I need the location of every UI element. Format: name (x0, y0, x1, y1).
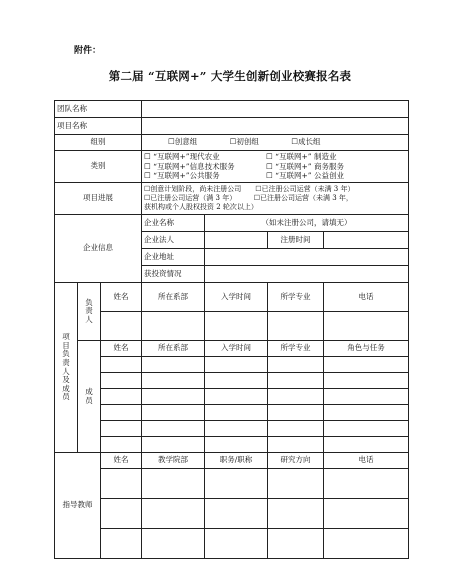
group-option-startup[interactable]: ☐初创组 (229, 137, 259, 147)
company-address-label: 企业地址 (142, 249, 205, 266)
member-role-cell[interactable] (324, 357, 409, 373)
member-role-cell[interactable] (324, 389, 409, 405)
member-enroll-cell[interactable] (205, 373, 268, 389)
member-header-major: 所学专业 (268, 341, 324, 357)
member-enroll-cell[interactable] (205, 421, 268, 437)
investment-label: 获投资情况 (142, 266, 205, 283)
member-major-cell[interactable] (268, 373, 324, 389)
category-option-agriculture[interactable]: ☐ “互联网+”现代农业 (144, 151, 220, 161)
leader-header-row (55, 283, 409, 312)
category-option-commerce[interactable]: ☐ “互联网+” 商务服务 (266, 161, 344, 171)
member-name-cell[interactable] (101, 405, 142, 421)
advisor-section-label: 指导教师 (55, 453, 101, 559)
member-name-cell[interactable] (101, 389, 142, 405)
member-data-row (55, 437, 409, 453)
advisor-title-cell[interactable] (205, 529, 268, 559)
investment-field[interactable] (205, 266, 409, 283)
member-name-cell[interactable] (101, 357, 142, 373)
advisor-data-row (55, 529, 409, 559)
leader-header-enroll: 入学时间 (205, 283, 268, 312)
members-section-label: 项目负责人及成员 (55, 283, 78, 453)
member-role-cell[interactable] (324, 405, 409, 421)
member-major-cell[interactable] (268, 405, 324, 421)
advisor-research-cell[interactable] (268, 469, 324, 499)
member-dept-cell[interactable] (142, 437, 205, 453)
advisor-header-title: 职务/职称 (205, 453, 268, 469)
member-header-enroll: 入学时间 (205, 341, 268, 357)
leader-name-cell[interactable] (101, 312, 142, 341)
leader-header-major: 所学专业 (268, 283, 324, 312)
advisor-phone-cell[interactable] (324, 499, 409, 529)
advisor-title-cell[interactable] (205, 469, 268, 499)
member-name-cell[interactable] (101, 421, 142, 437)
category-option-public-services[interactable]: ☐ “互联网+”公共服务 (144, 171, 220, 181)
progress-label: 项目进展 (55, 183, 142, 215)
leader-dept-cell[interactable] (142, 312, 205, 341)
leader-enroll-cell[interactable] (205, 312, 268, 341)
advisor-name-cell[interactable] (101, 499, 142, 529)
advisor-name-cell[interactable] (101, 529, 142, 559)
member-data-row (55, 421, 409, 437)
advisor-header-row (55, 453, 409, 469)
member-enroll-cell[interactable] (205, 405, 268, 421)
member-dept-cell[interactable] (142, 421, 205, 437)
advisor-title-cell[interactable] (205, 499, 268, 529)
advisor-data-row (55, 499, 409, 529)
project-name-field[interactable] (142, 118, 409, 135)
leader-phone-cell[interactable] (324, 312, 409, 341)
member-data-row (55, 405, 409, 421)
leader-label: 负责人 (78, 283, 101, 341)
group-label: 组别 (55, 135, 142, 151)
progress-line-1[interactable]: ☐创意计划阶段，尚未注册公司 ☐已注册公司运营（未满 3 年） (144, 184, 355, 193)
advisor-header-phone: 电话 (324, 453, 409, 469)
member-major-cell[interactable] (268, 357, 324, 373)
leader-major-cell[interactable] (268, 312, 324, 341)
member-name-cell[interactable] (101, 437, 142, 453)
advisor-college-cell[interactable] (142, 499, 205, 529)
member-name-cell[interactable] (101, 373, 142, 389)
member-dept-cell[interactable] (142, 373, 205, 389)
member-dept-cell[interactable] (142, 405, 205, 421)
company-info-label: 企业信息 (55, 215, 142, 283)
group-row (55, 135, 409, 151)
team-name-row (55, 101, 409, 118)
reg-time-label: 注册时间 (268, 232, 324, 249)
category-option-it-services[interactable]: ☐ “互联网+”信息技术服务 (144, 161, 235, 171)
member-enroll-cell[interactable] (205, 357, 268, 373)
company-name-note[interactable]: （如未注册公司，请填无） (205, 215, 409, 232)
member-role-cell[interactable] (324, 437, 409, 453)
leader-header-dept: 所在系部 (142, 283, 205, 312)
member-header-dept: 所在系部 (142, 341, 205, 357)
project-name-label: 项目名称 (55, 118, 142, 135)
member-data-row (55, 357, 409, 373)
category-option-public-welfare[interactable]: ☐ “互联网+” 公益创业 (266, 171, 344, 181)
advisor-name-cell[interactable] (101, 469, 142, 499)
member-header-row (55, 341, 409, 357)
progress-options (142, 183, 409, 215)
member-role-cell[interactable] (324, 373, 409, 389)
advisor-header-name: 姓名 (101, 453, 142, 469)
team-name-label: 团队名称 (55, 101, 142, 118)
advisor-college-cell[interactable] (142, 469, 205, 499)
company-address-field[interactable] (205, 249, 409, 266)
member-role-cell[interactable] (324, 421, 409, 437)
group-option-growth[interactable]: ☐成长组 (291, 137, 321, 147)
legal-person-field[interactable] (205, 232, 268, 249)
leader-header-name: 姓名 (101, 283, 142, 312)
form-title: 第二届 “互联网+” 大学生创新创业校赛报名表 (108, 69, 352, 83)
member-data-row (55, 389, 409, 405)
progress-row (55, 183, 409, 215)
member-dept-cell[interactable] (142, 357, 205, 373)
category-options (142, 151, 409, 183)
member-major-cell[interactable] (268, 389, 324, 405)
member-data-row (55, 373, 409, 389)
leader-header-phone: 电话 (324, 283, 409, 312)
advisor-data-row (55, 469, 409, 499)
member-major-cell[interactable] (268, 437, 324, 453)
category-option-manufacturing[interactable]: ☐ “互联网+” 制造业 (266, 151, 337, 161)
progress-line-3: 获机构或个人股权投资 2 轮次以上） (144, 203, 258, 212)
advisor-header-research: 研究方向 (268, 453, 324, 469)
category-row (55, 151, 409, 183)
member-header-name: 姓名 (101, 341, 142, 357)
attachment-label: 附件： (74, 46, 102, 56)
advisor-phone-cell[interactable] (324, 529, 409, 559)
advisor-college-cell[interactable] (142, 529, 205, 559)
registration-table (54, 100, 409, 559)
member-dept-cell[interactable] (142, 389, 205, 405)
advisor-research-cell[interactable] (268, 499, 324, 529)
leader-data-row (55, 312, 409, 341)
progress-line-2[interactable]: ☐已注册公司运营（满 3 年） ☐已注册公司运营（未满 3 年， (144, 193, 353, 202)
group-option-idea[interactable]: ☐创意组 (168, 137, 198, 147)
category-label: 类别 (55, 151, 142, 183)
member-label: 成员 (78, 341, 101, 453)
advisor-phone-cell[interactable] (324, 469, 409, 499)
company-name-label: 企业名称 (142, 215, 205, 232)
company-name-row (55, 215, 409, 232)
group-options (142, 135, 409, 151)
advisor-header-college: 教学院部 (142, 453, 205, 469)
reg-time-field[interactable] (324, 232, 409, 249)
member-enroll-cell[interactable] (205, 389, 268, 405)
project-name-row (55, 118, 409, 135)
member-header-role: 角色与任务 (324, 341, 409, 357)
team-name-field[interactable] (142, 101, 409, 118)
member-enroll-cell[interactable] (205, 437, 268, 453)
legal-person-label: 企业法人 (142, 232, 205, 249)
member-major-cell[interactable] (268, 421, 324, 437)
advisor-research-cell[interactable] (268, 529, 324, 559)
